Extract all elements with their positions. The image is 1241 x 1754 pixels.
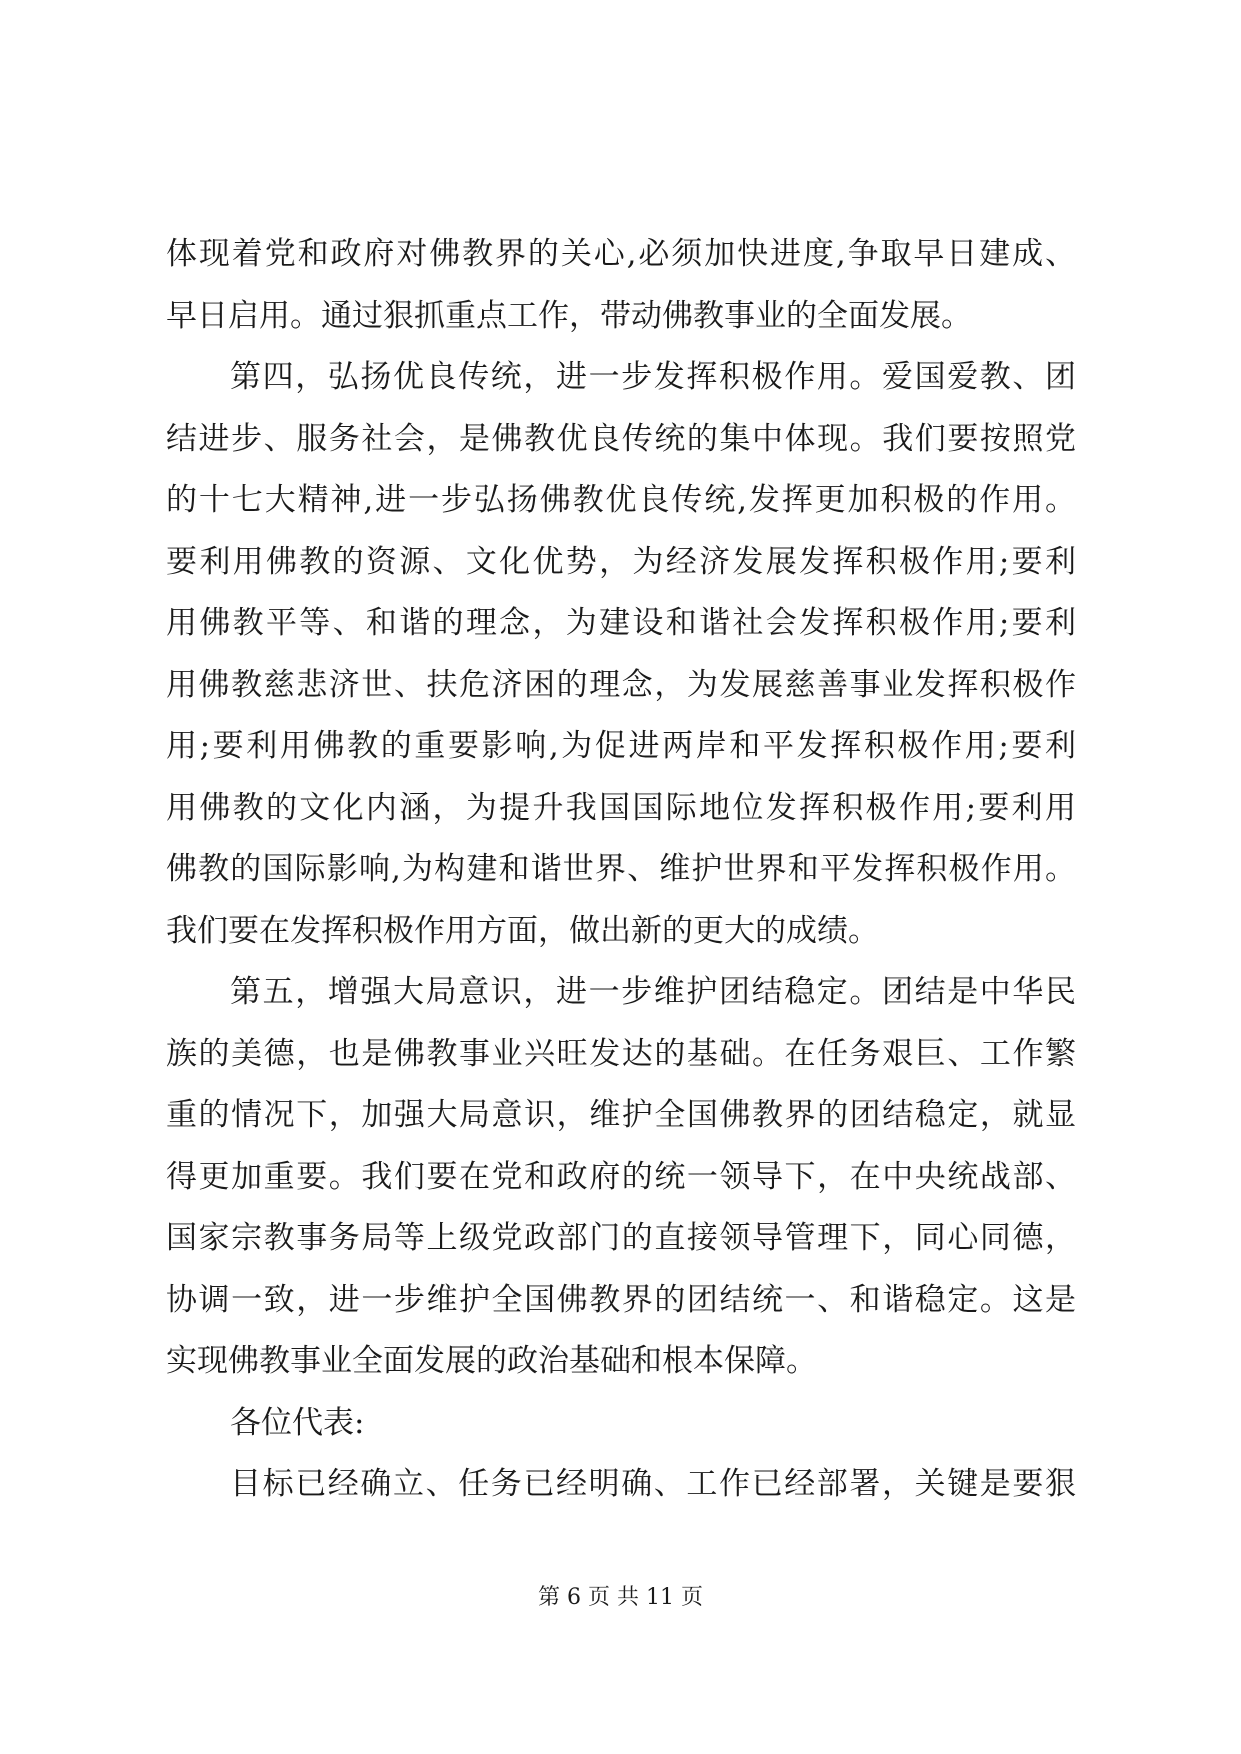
text-line: 我们要在发挥积极作用方面，做出新的更大的成绩。 [166, 912, 879, 949]
text-line: 体现着党和政府对佛教界的关心,必须加快进度,争取早日建成、 [166, 236, 1076, 272]
text-line: 实现佛教事业全面发展的政治基础和根本保障。 [166, 1343, 817, 1379]
text-line: 族的美德，也是佛教事业兴旺发达的基础。在任务艰巨、工作繁 [166, 1035, 1076, 1072]
text-line: 用佛教慈悲济世、扶危济困的理念，为发展慈善事业发挥积极作 [166, 666, 1076, 703]
text-line: 目标已经确立、任务已经明确、工作已经部署，关键是要狠 [230, 1466, 1076, 1502]
text-line: 用;要利用佛教的重要影响,为促进两岸和平发挥积极作用;要利 [166, 728, 1076, 764]
text-line: 各位代表: [230, 1404, 365, 1441]
text-line: 结进步、服务社会，是佛教优良传统的集中体现。我们要按照党 [166, 420, 1076, 457]
page-footer: 第 6 页 共 11 页 [538, 1585, 703, 1610]
text-line: 协调一致，进一步维护全国佛教界的团结统一、和谐稳定。这是 [166, 1281, 1076, 1318]
text-line: 第四，弘扬优良传统，进一步发挥积极作用。爱国爱教、团 [230, 359, 1076, 395]
text-line: 要利用佛教的资源、文化优势，为经济发展发挥积极作用;要利 [166, 543, 1076, 580]
body-text [166, 232, 1076, 1524]
text-line: 第五，增强大局意识，进一步维护团结稳定。团结是中华民 [230, 974, 1076, 1010]
text-line: 用佛教平等、和谐的理念，为建设和谐社会发挥积极作用;要利 [166, 605, 1076, 641]
text-line: 得更加重要。我们要在党和政府的统一领导下，在中央统战部、 [166, 1158, 1076, 1195]
text-line: 国家宗教事务局等上级党政部门的直接领导管理下，同心同德， [166, 1220, 1076, 1256]
text-line: 佛教的国际影响,为构建和谐世界、维护世界和平发挥积极作用。 [166, 851, 1076, 887]
text-line: 重的情况下，加强大局意识，维护全国佛教界的团结稳定，就显 [166, 1097, 1076, 1133]
text-line: 用佛教的文化内涵，为提升我国国际地位发挥积极作用;要利用 [166, 789, 1076, 826]
text-line: 的十七大精神,进一步弘扬佛教优良传统,发挥更加积极的作用。 [166, 482, 1076, 518]
text-line: 早日启用。通过狠抓重点工作，带动佛教事业的全面发展。 [166, 297, 972, 334]
